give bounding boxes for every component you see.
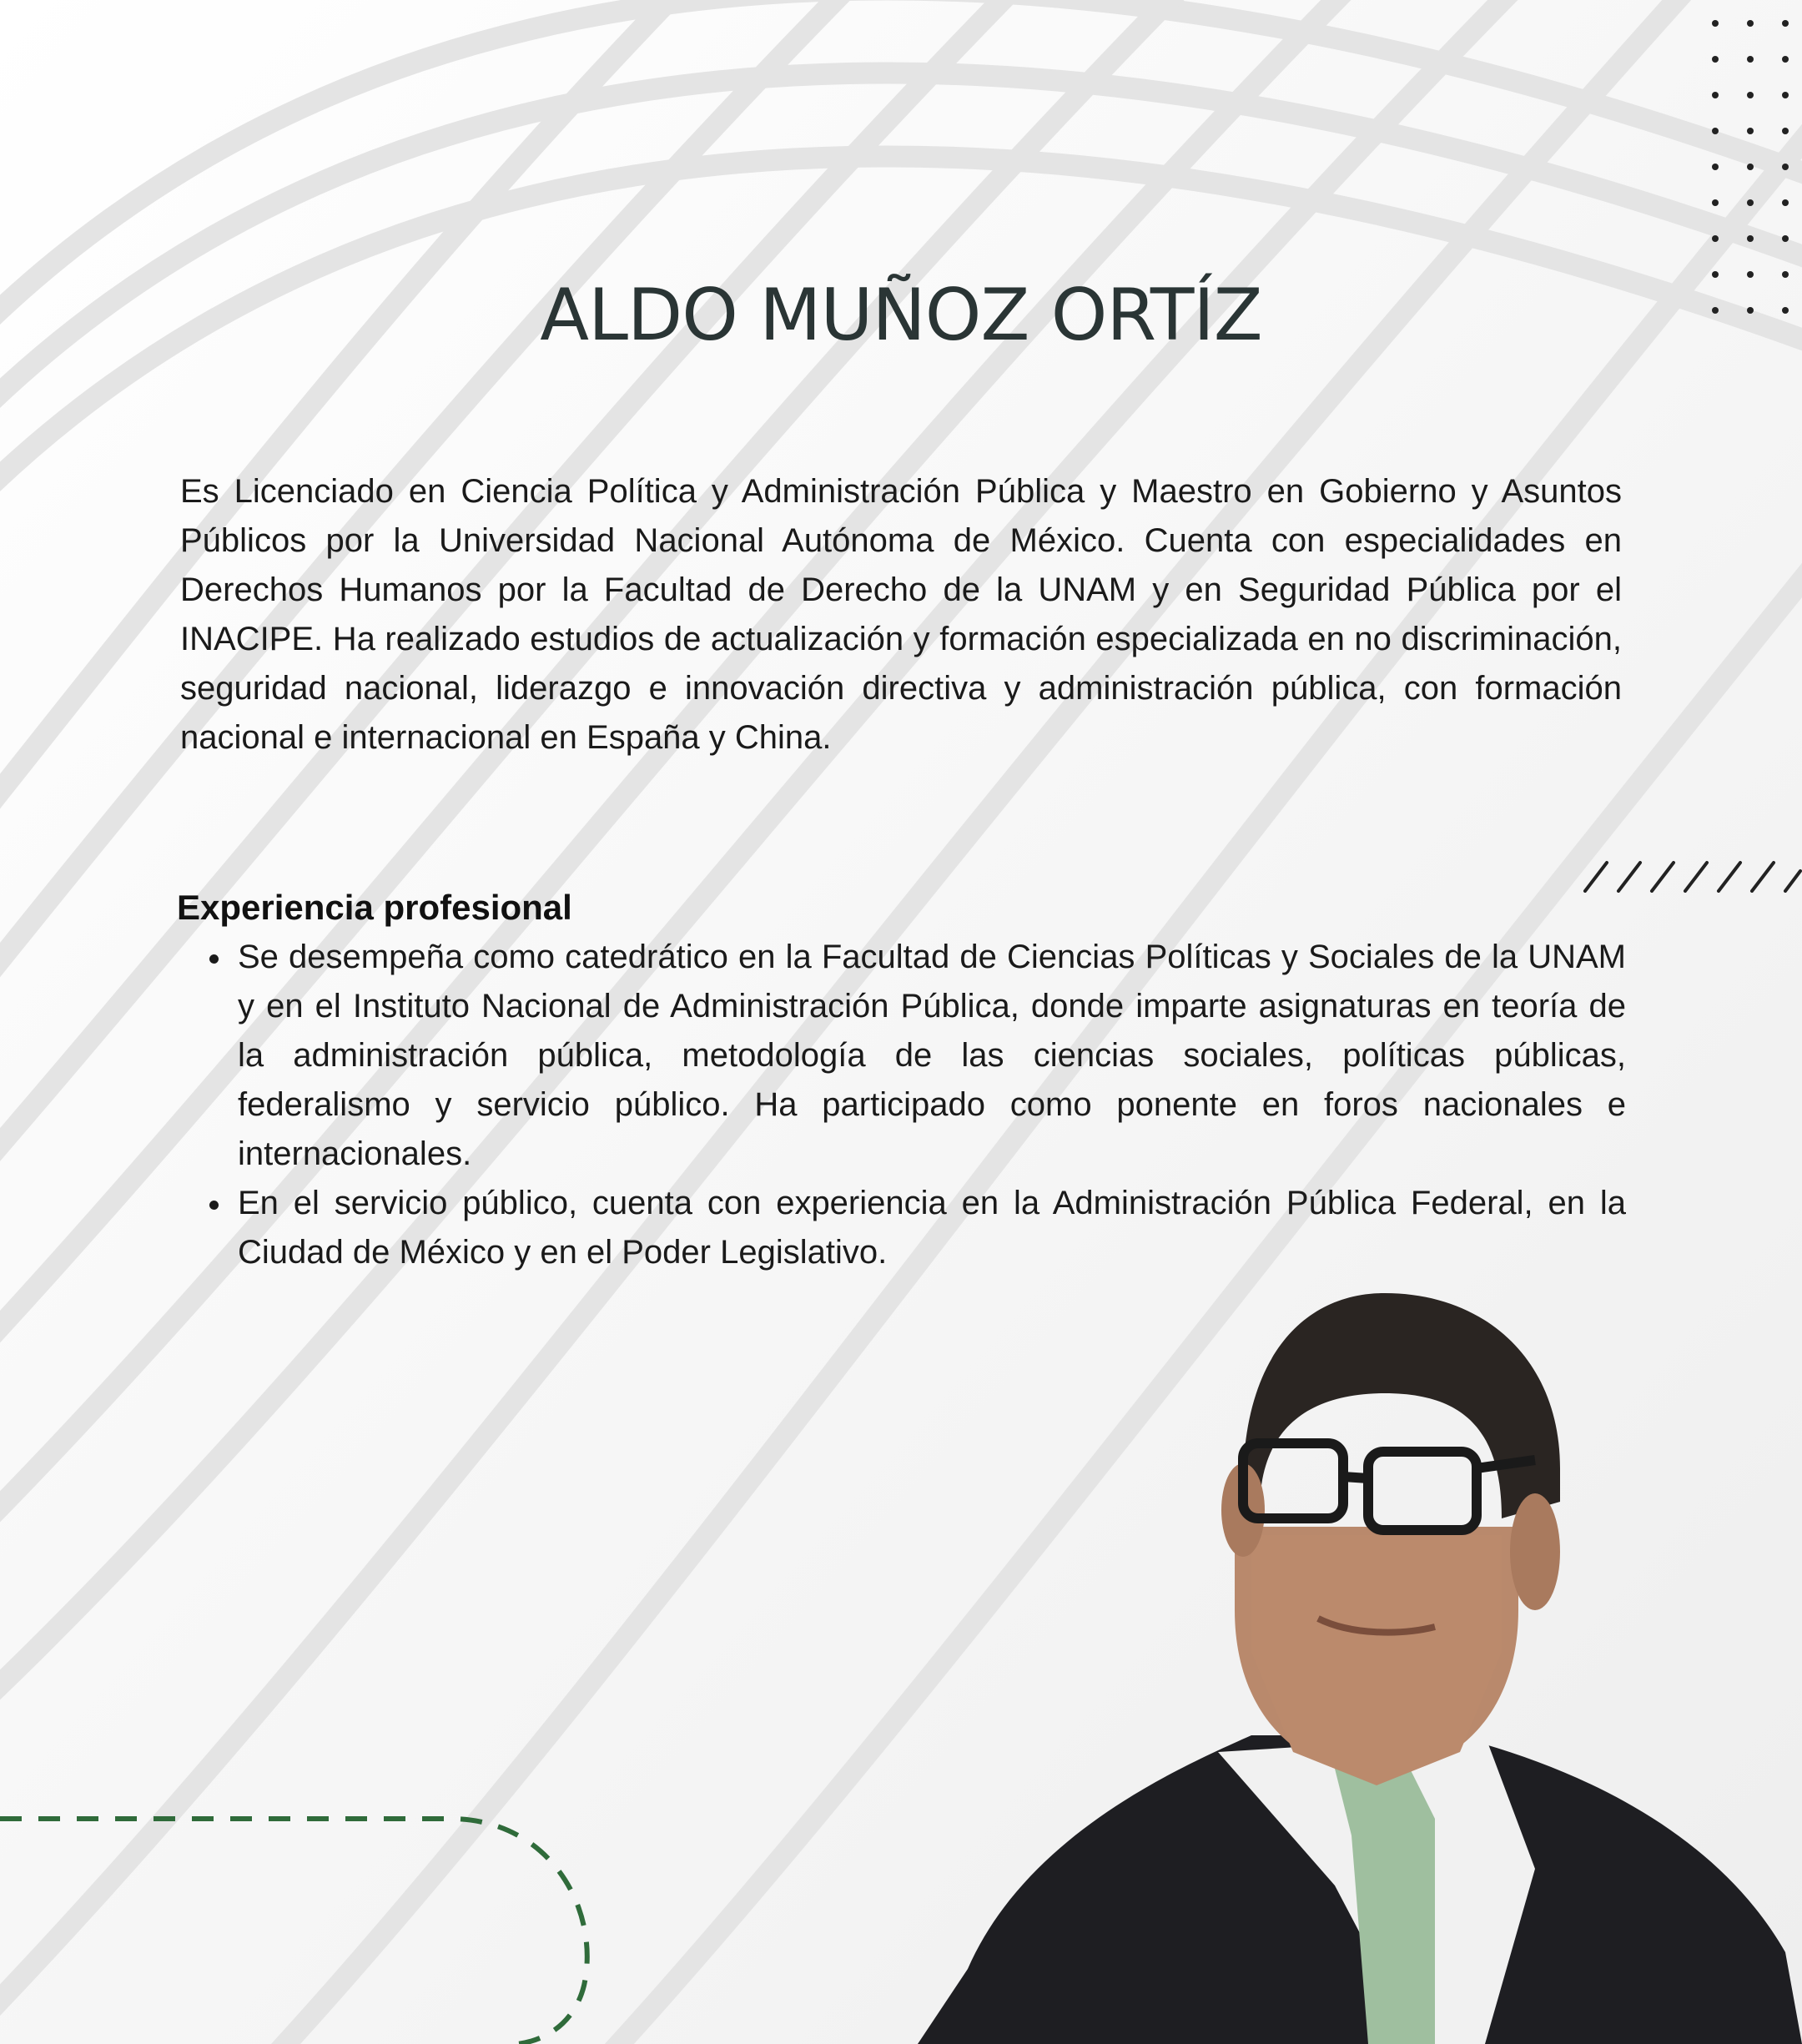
diagonal-lines-icon bbox=[1582, 859, 1802, 893]
experience-heading: Experiencia profesional bbox=[177, 888, 572, 927]
intro-paragraph: Es Licenciado en Ciencia Política y Administración Pública y Maestro en Gobierno y Asuntos Públicos por la Universidad Nacional Autónoma de México. Cuenta con especialidades en Derechos Humanos por la Facultad de Derecho de la UNAM y en Seguridad Pública por el INACIPE. Ha realizado estudios de actualización y formación especializada en no discriminación, seguridad nacional, liderazgo e innovación directiva y administración pública, con formación nacional e internacional en España y China. bbox=[180, 473, 1622, 756]
experience-list bbox=[238, 933, 1626, 1277]
dashed-curve-icon bbox=[0, 1794, 601, 2044]
list-item: En el servicio público, cuenta con experiencia en la Administración Pública Federal, en la Ciudad de México y en el Poder Legislativo. bbox=[238, 1179, 1626, 1277]
list-item: Se desempeña como catedrático en la Facultad de Ciencias Políticas y Sociales de la UNAM y en el Instituto Nacional de Administración Pública, donde imparte asignaturas en teoría de la administración pública, metodología de las ciencias sociales, políticas públicas, federalismo y servicio público. Ha participado como ponente en foros nacionales e internacionales. bbox=[238, 933, 1626, 1179]
page-title: ALDO MUÑOZ ORTÍZ bbox=[540, 274, 1262, 357]
portrait-photo bbox=[901, 1235, 1802, 2044]
